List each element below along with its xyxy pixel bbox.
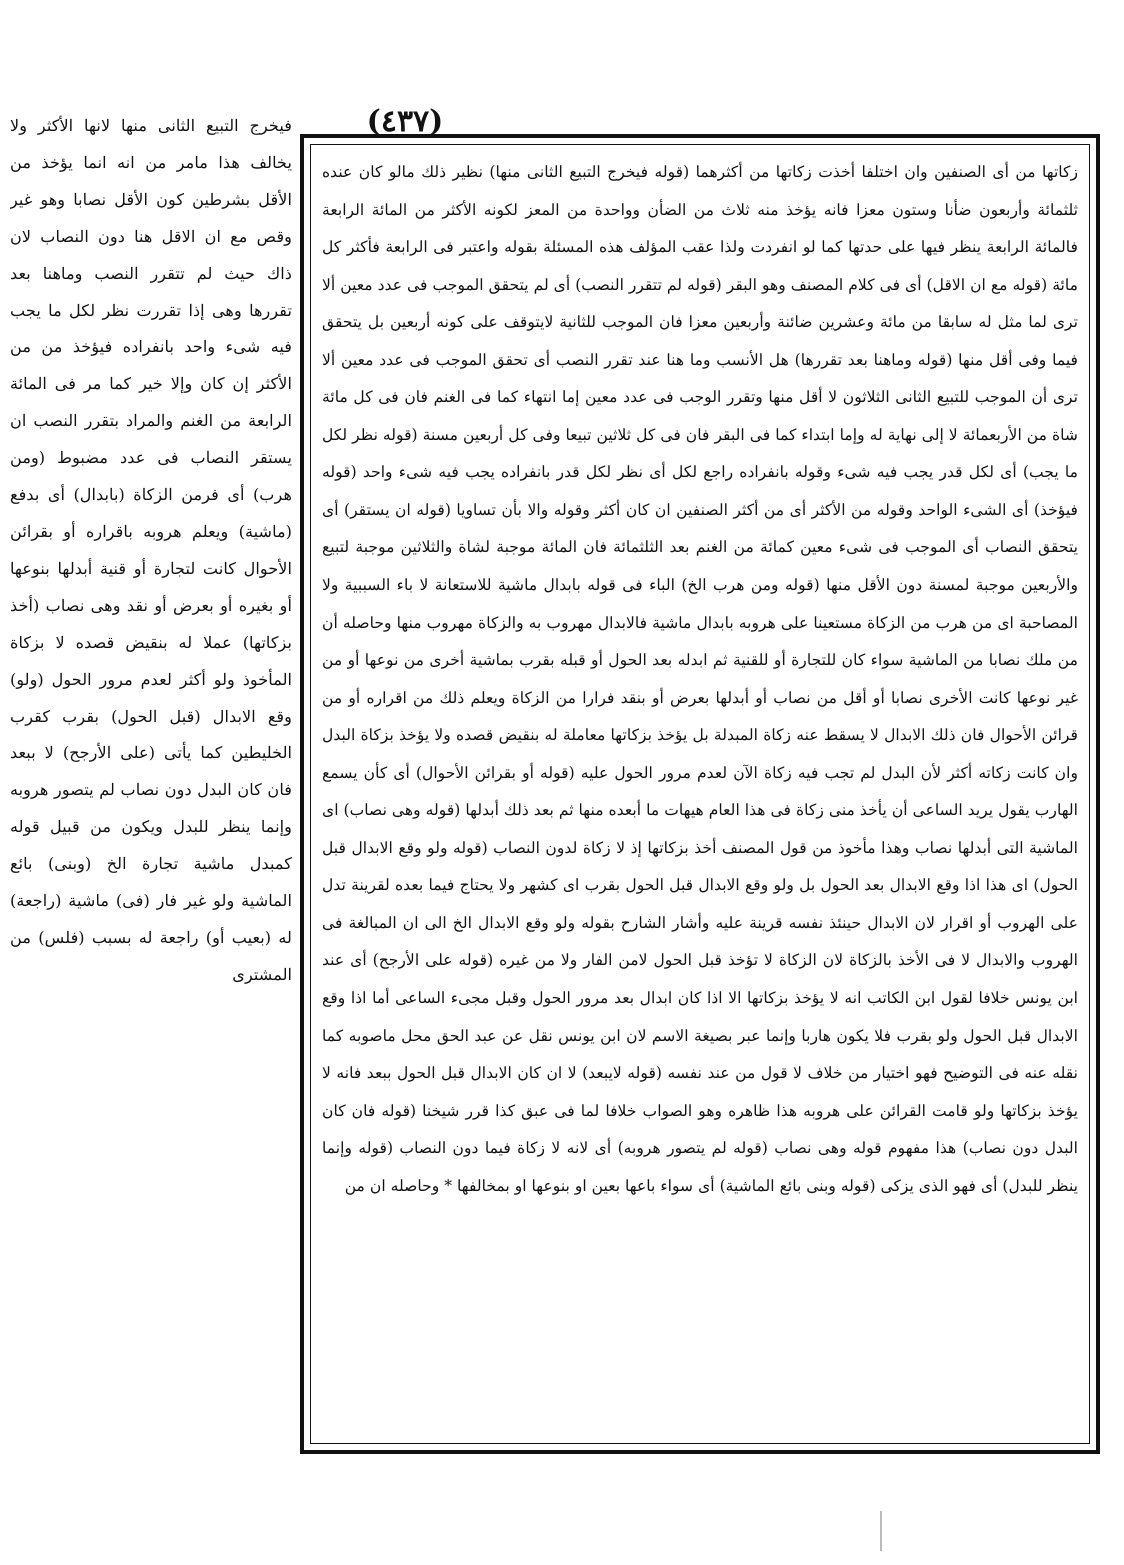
main-text-frame bbox=[300, 134, 1100, 1454]
page-footer-mark bbox=[880, 1511, 882, 1551]
main-body-text: زكاتها من أى الصنفين وان اختلفا أخذت زكاتها من أكثرهما (قوله فيخرج التبيع الثانى منها) نظير ذلك مالو كان عنده ثلثمائة وأربعون ضأنا وستون معزا فانه يؤخذ منه ثلاث من الضأن وواحدة من المعز لكونه الأكثر من المائة الرابعة فالمائة الرابعة ينظر فيها على حدتها كما لو انفردت ولذا عقب المؤلف هذه المسئلة بقوله واعتبر فى الرابعة فأكثر كل مائة (قوله مع ان الاقل) أى فى كلام المصنف وهو البقر (قوله لم تتقرر النصب) أى لم يتحقق الموجب فى عدد معين ألا ترى لما مثل له سابقا من مائة وعشرين ضائنة وأربعين معزا فان الموجب للثانية لايتوقف على كونه أربعين بل يتحقق فيما وفى أقل منها (قوله وماهنا بعد تقررها) هل الأنسب وما هنا عند تقرر النصب أى تحقق الموجب فى عدد معين ألا ترى أن الموجب للتبيع الثانى الثلاثون لا أقل منها وتقرر الوجب فى عدد معين إما انتهاء كما فى الغنم فان فى كل مائة شاة من الأربعمائة لا إلى نهاية له وإما ابتداء كما فى البقر فان فى كل ثلاثين تبيعا وفى كل أربعين مسنة (قوله نظر لكل ما يجب) أى لكل قدر يجب فيه شىء وقوله بانفراده راجع لكل أى نظر لكل قدر بانفراده يجب فيه شىء واحد (قوله فيؤخذ) أى الشىء الواحد وقوله من الأكثر أى من أكثر الصنفين ان كان أكثر وقوله والا بأن تساويا (قوله ان يستقر) أى يتحقق النصاب أى الموجب فى شىء معين كمائة من الغنم بعد الثلثمائة فان المائة موجبة لشاة والثلاثين موجبة لتبيع والأربعين موجبة لمسنة دون الأقل منها (قوله ومن هرب الخ) الباء فى قوله بابدال ماشية للاستعانة لا باء السببية ولا المصاحبة اى من هرب من الزكاة مستعينا على هروبه بابدال ماشية فالابدال مهروب به والزكاة مهروب منها وحاصله أن من ملك نصابا من الماشية سواء كان للتجارة أو للقنية ثم ابدله بعد الحول أو قبله بقرب بماشية أخرى من نوعها أو من غير نوعها كانت الأخرى نصابا أو أقل من نصاب أو أبدلها بعرض أو بنقد فرارا من الزكاة ويعلم ذلك من اقراره أو من قرائن الأحوال فان ذلك الابدال لا يسقط عنه زكاة المبدلة بل يؤخذ بزكاتها معاملة له بنقيض قصده ولا يؤخذ بزكاة البدل وان كانت زكاته أكثر لأن البدل لم تجب فيه زكاة الآن لعدم مرور الحول عليه (قوله أو بقرائن الأحوال) أى كأن يسمع الهارب يقول يريد الساعى أن يأخذ منى زكاة فى هذا العام هيهات ما أبعده منها ثم بعد ذلك أبدلها (قوله وهى نصاب) اى الماشية التى أبدلها نصاب وهذا مأخوذ من قول المصنف أخذ بزكاتها إذ لا زكاة لدون النصاب (قوله ولو وقع الابدال قبل الحول) اى هذا اذا وقع الابدال بعد الحول بل ولو وقع الابدال قبل الحول بقرب اى كشهر ولا يحتاج فيما بعده لقرينة تدل على الهروب أو اقرار لان الابدال حينئذ نفسه قرينة عليه وأشار الشارح بقوله ولو وقع الابدال الخ الى ان المبالغة فى الهروب والابدال لا فى الأخذ بالزكاة لان الزكاة لا تؤخذ قبل الحول لامن الفار ولا من غيره (قوله على الأرجح) أى عند ابن يونس خلافا لقول ابن الكاتب انه لا يؤخذ بزكاتها الا اذا كان ابدال بعد مرور الحول وقبل مجىء الساعى أما اذا وقع الابدال قبل الحول ولو بقرب فلا يكون هاربا وإنما عبر بصيغة الاسم لان ابن يونس نقل عن عبد الحق محل ماصوبه كما نقله عنه فى التوضيح فهو اختيار من خلاف لا قول من عند نفسه (قوله لايبعد) لا ان كان الابدال قبل الحول ببعد فانه لا يؤخذ بزكاتها ولو قامت القرائن على هروبه هذا ظاهره وهو الصواب خلافا لما فى عبق كذا قرر شيخنا (قوله فان كان البدل دون نصاب) هذا مفهوم قوله وهى نصاب (قوله لم يتصور هروبه) أى لانه لا زكاة فيما دون النصاب (قوله وإنما ينظر للبدل) أى فهو الذى يزكى (قوله وبنى بائع الماشية) أى سواء باعها بعين او بنوعها او بمخالفها * وحاصله ان من bbox=[322, 163, 1078, 1195]
page-number: (٤٣٧) bbox=[366, 104, 444, 139]
margin-gloss-text: فيخرج التبيع الثانى منها لانها الأكثر ولا يخالف هذا مامر من انه انما يؤخذ من الأقل بشرطين كون الأقل نصابا وهو غير وقص مع ان الاقل هنا دون النصاب لان ذاك حيث لم تتقرر النصب وماهنا بعد تقررها وهى إذا تقررت نظر لكل ما يجب فيه شىء واحد بانفراده فيؤخذ من من الأكثر إن كان وإلا خير كما مر فى المائة الرابعة من الغنم والمراد بتقرر النصب ان يستقر النصاب فى عدد مضبوط (ومن هرب) أى فرمن الزكاة (بابدال) أى بدفع (ماشية) ويعلم هروبه باقراره أو بقرائن الأحوال كانت لتجارة أو قنية أبدلها بنوعها أو بغيره أو بعرض أو نقد وهى نصاب (أخذ بزكاتها) عملا له بنقيض قصده لا بزكاة المأخوذ ولو أكثر لعدم مرور الحول (ولو) وقع الابدال (قبل الحول) بقرب كقرب الخليطين كما يأتى (على الأرجح) لا ببعد فان كان البدل دون نصاب لم يتصور هروبه وإنما ينظر للبدل ويكون من قبيل قوله كمبدل ماشية تجارة الخ (وبنى) بائع الماشية ولو غير فار (فى) ماشية (راجعة) له (بعيب أو) راجعة له بسبب (فلس) من المشترى bbox=[10, 116, 292, 984]
